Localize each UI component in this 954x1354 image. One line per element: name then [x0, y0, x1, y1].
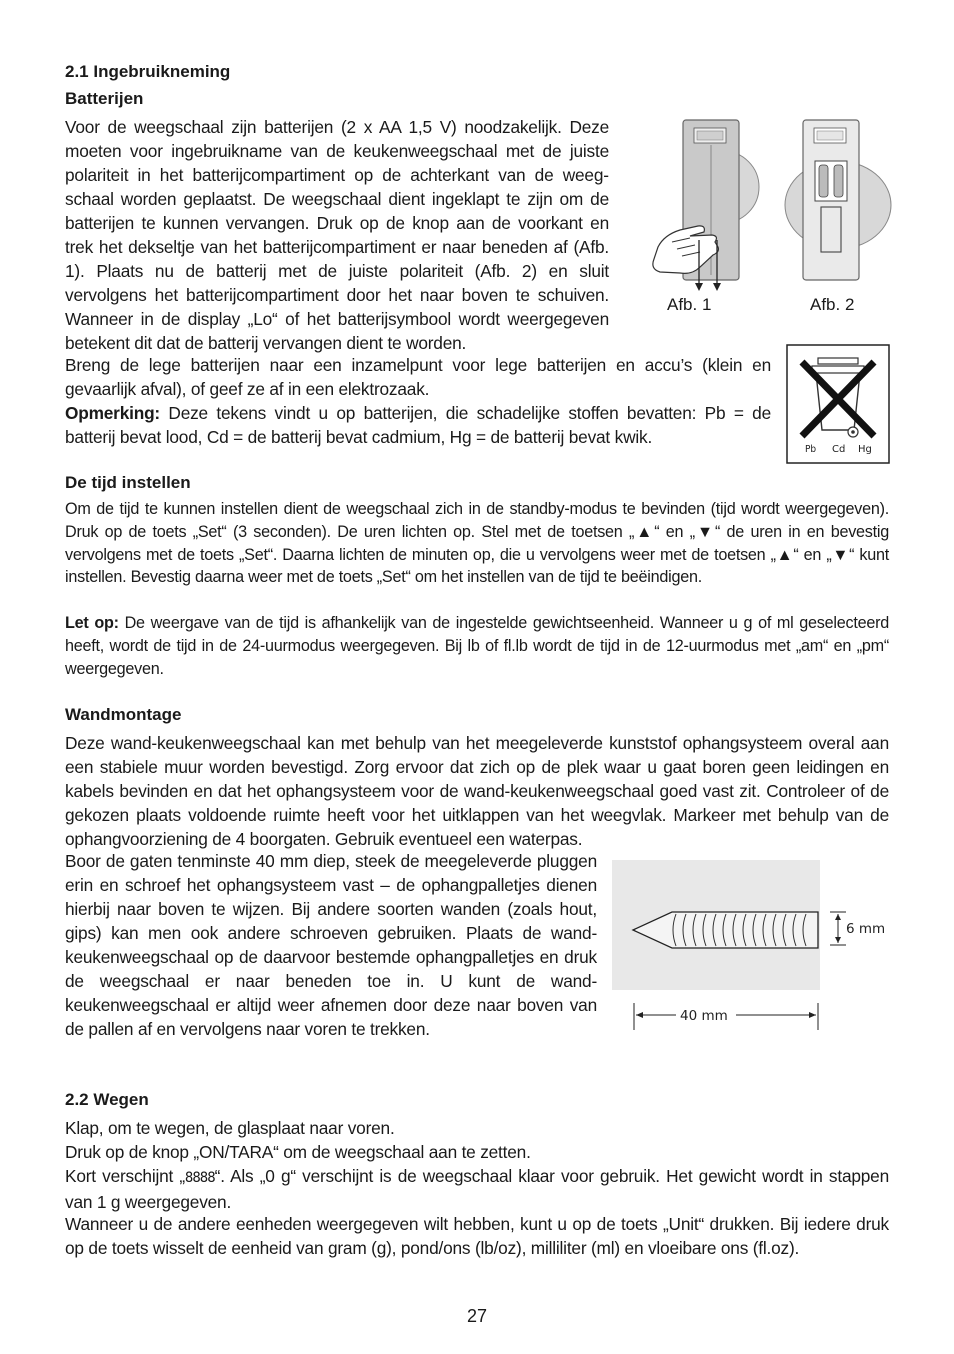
weigh-line-1: Klap, om te wegen, de glasplaat naar voren. [65, 1118, 395, 1138]
time-heading: De tijd instellen [65, 473, 191, 492]
disposal-paragraph: Breng de lege batterijen naar een inzamelpunt voor lege batterijen en accu’s (klein en gevaarlijk afval), of geef ze af in een elektrozaak. [65, 355, 771, 399]
scale-front-illustration [653, 120, 759, 291]
length-dimension-label: 40 mm [680, 1008, 728, 1024]
weigh-line-4: Wanneer u de andere eenheden weergegeven wilt hebben, kunt u op de toets „Unit“ drukken. Bij iedere druk op de toets wisselt de eenheid van gram (g), pond/ons (lb/oz), milliliter (ml) en vloeibare ons (fl.oz). [65, 1214, 889, 1258]
section-heading-2-2: 2.2 Wegen [65, 1090, 149, 1109]
bin-label-pb: Pb [805, 444, 817, 455]
batteries-heading: Batterijen [65, 89, 144, 108]
drill-hole-diagram [610, 858, 900, 1038]
battery-note-text: Deze tekens vindt u op batterijen, die schadelijke stoffen bevatten: Pb = de batterij bevat lood, Cd = de batterij bevat cadmium, Hg = de batterij bevat kwik. [65, 403, 771, 447]
scale-back-illustration [785, 120, 891, 280]
battery-note-label: Opmerking: [65, 403, 160, 423]
time-note-text: De weergave van de tijd is afhankelijk van de ingestelde gewichtseenheid. Wanneer u g of ml geselecteerd heeft, wordt de tijd in de 24-uurmodus weergegeven. Bij lb of fl.lb wordt de tijd in de 12-uurmodus met „am“ en „pm“ weergegeven. [65, 614, 889, 678]
wall-paragraph-2: Boor de gaten tenminste 40 mm diep, steek de meegeleverde pluggen erin en schroef het ophangsysteem vast – de ophangpalletjes dienen hierbij naar boven te wijzen. Bij andere soorten wanden (zoals hout, gips) kan men ook andere schroeven gebruiken. Plaats de wand-keukenweegschaal op de daarvoor bestemde ophangpalletjes en druk de weegschaal er naar beneden toe in. U kunt de wand-keukenweegschaal er altijd weer afnemen door deze naar boven van de pallen af en vervolgens naar voren te trekken. [65, 851, 597, 1039]
battery-note [65, 401, 771, 449]
weigh-line-2: Druk op de knop „ON/TARA“ om de weegschaal aan te zetten. [65, 1142, 531, 1162]
weigh-line-3-start: Kort verschijnt „ [65, 1166, 185, 1186]
fig2-caption: Afb. 2 [810, 295, 855, 314]
fig1-caption: Afb. 1 [667, 295, 712, 314]
batteries-paragraph: Voor de weegschaal zijn batterijen (2 x AA 1,5 V) noodzakelijk. Deze moeten voor ingebruikname van de keukenweegschaal met de juiste polariteit in het batterijcompartiment op de achterkant van de weegschaal worden geplaatst. De weegschaal dient ingeklapt te zijn om de batterijen te kunnen vervangen. Druk op de knop aan de voorkant en trek het dekseltje van het batterijcompartiment er naar beneden af (Afb. 1). Plaats nu de batterij met de juiste polariteit (Afb. 2) en sluit vervolgens het batterijcompartiment door het naar boven te schuiven. Wanneer in de display „Lo“ of het batterijsymbool wordt weergegeven betekent dit dat de batterij vervangen dient te worden. [65, 117, 609, 353]
time-note [65, 612, 889, 680]
bin-label-hg: Hg [858, 444, 872, 455]
crossed-bin-icon [786, 344, 890, 464]
depth-dimension-label: 6 mm [846, 921, 886, 937]
battery-figures [620, 115, 895, 325]
wall-heading: Wandmontage [65, 705, 182, 724]
page-number: 27 [466, 1306, 488, 1326]
weigh-line-3 [65, 1164, 889, 1214]
time-paragraph: Om de tijd te kunnen instellen dient de weegschaal zich in de standby-modus te bevinden (tijd wordt weergegeven). Druk op de toets „Set“ (3 seconden). De uren lichten op. Stel met de toetsen „▲“ en „▼“ de uren in en bevestig vervolgens met de toets „Set“. Daarna lichten de minuten op, die u vervolgens weer met de toetsen „▲“ en „▼“ kunt instellen. Bevestig daarna weer met de toets „Set“ om het instellen van de tijd te beëindigen. [65, 500, 889, 587]
wall-plug-illustration [633, 912, 818, 948]
section-heading-2-1: 2.1 Ingebruikneming [65, 62, 231, 81]
time-note-label: Let op: [65, 614, 119, 632]
wall-paragraph-1: Deze wand-keukenweegschaal kan met behulp van het meegeleverde kunststof ophangsysteem overal aan een stabiele muur worden bevestigd. Zorg ervoor dat zich op de plek waar u gaat boren geen leidingen en kabels bevinden en dat het ophangsysteem voor de wand-keukenweegschaal goed vast zit. Controleer of de gekozen plaats voldoende ruimte heeft voor het uitklappen van het weegvlak. Markeer met behulp van de ophangvoorziening de 4 boorgaten. Gebruik eventueel een waterpas. [65, 733, 889, 849]
bin-label-cd: Cd [832, 444, 846, 455]
lcd-digits: 8888 [184, 1170, 215, 1186]
weigh-line-3-end: “. Als „0 g“ verschijnt is de weegschaal klaar voor gebruik. Het gewicht wordt in stappen van 1 g weergegeven. [65, 1166, 890, 1212]
